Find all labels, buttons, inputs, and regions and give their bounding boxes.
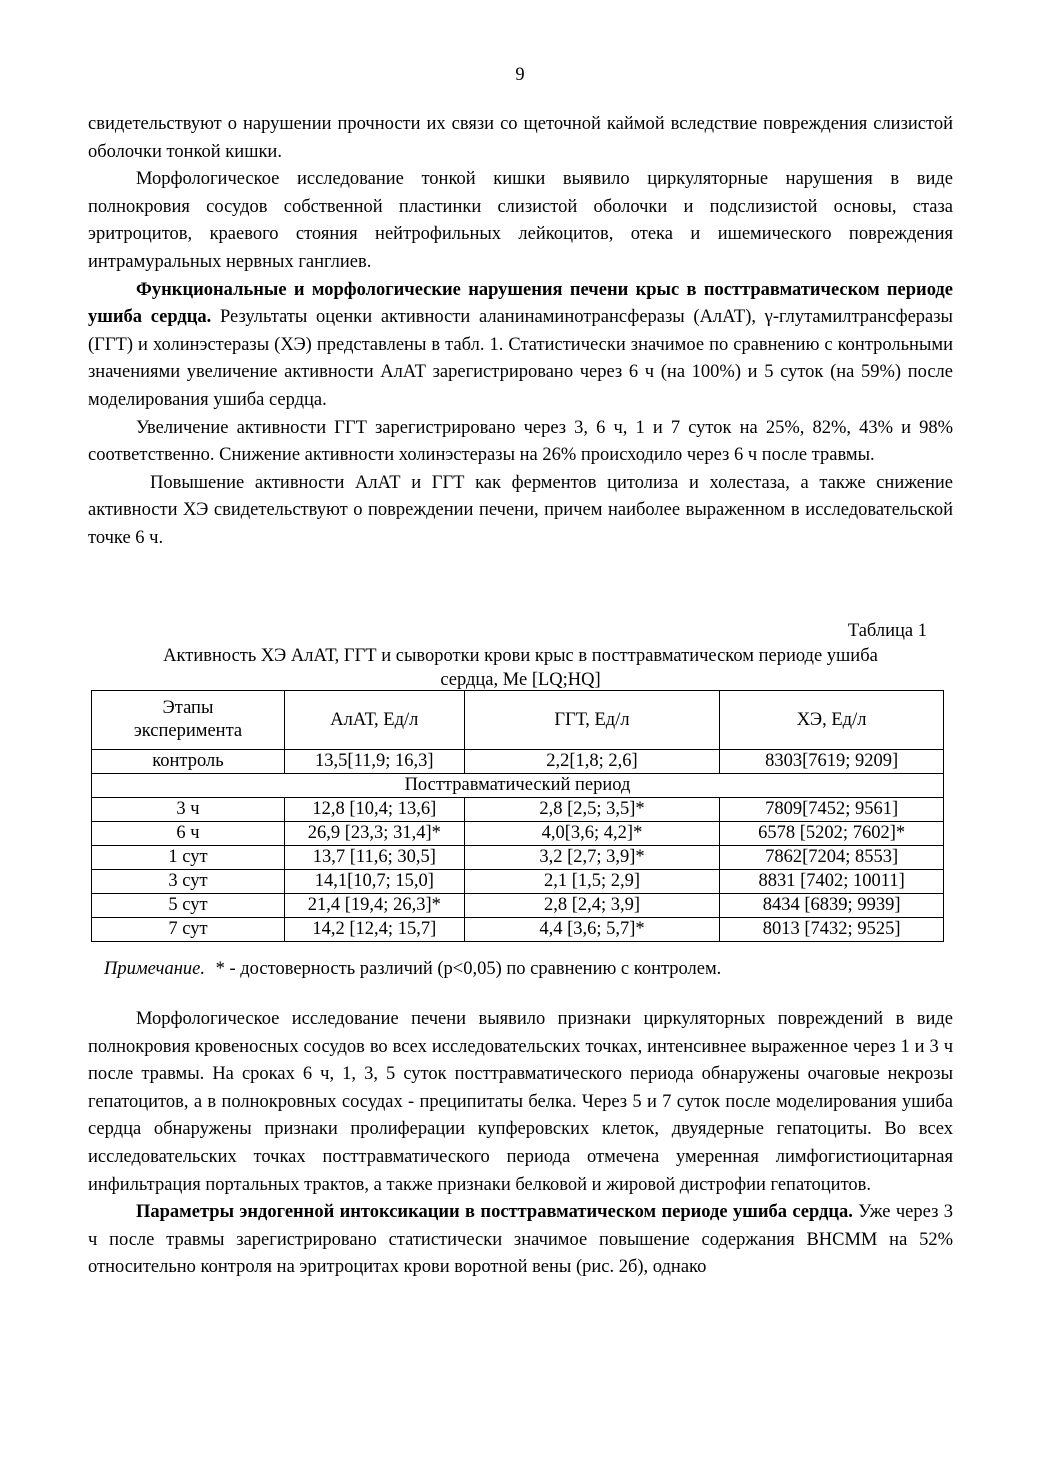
page-number: 9 bbox=[515, 65, 525, 85]
table-cell: 13,5[11,9; 16,3] bbox=[284, 750, 464, 774]
table-cell: 4,4 [3,6; 5,7]* bbox=[464, 918, 720, 942]
table-cell: 6 ч bbox=[92, 822, 285, 846]
table-cell: контроль bbox=[92, 750, 285, 774]
table-row bbox=[92, 894, 944, 918]
table-cell: 2,2[1,8; 2,6] bbox=[464, 750, 720, 774]
paragraph: Увеличение активности ГГТ зарегистрировано через 3, 6 ч, 1 и 7 суток на 25%, 82%, 43% и 98% соответственно. Снижение активности холинэстеразы на 26% происходило через 6 ч после травмы. bbox=[88, 417, 953, 466]
table-cell: 7809[7452; 9561] bbox=[720, 798, 944, 822]
table-cell: 7 сут bbox=[92, 918, 285, 942]
table-cell: 5 сут bbox=[92, 894, 285, 918]
table-cell: 3 ч bbox=[92, 798, 285, 822]
table-cell: 21,4 [19,4; 26,3]* bbox=[284, 894, 464, 918]
table-section-label: Посттравматический период bbox=[92, 774, 944, 798]
paragraph-text: Результаты оценки активности аланинаминотрансферазы (АлАТ), γ-глутамилтрансферазы (ГГТ) и холинэстеразы (ХЭ) представлены в табл. 1. Статистически значимое по сравнению с контрольными значениями увеличение активности АлАТ зарегистрировано через 6 ч (на 100%) и 5 суток (на 59%) после моделирования ушиба сердца. bbox=[88, 307, 953, 410]
table-cell: 14,2 [12,4; 15,7] bbox=[284, 918, 464, 942]
table-cell: 8303[7619; 9209] bbox=[720, 750, 944, 774]
table-row bbox=[92, 798, 944, 822]
section-heading: Параметры эндогенной интоксикации в посттравматическом периоде ушиба сердца. bbox=[136, 1202, 853, 1223]
column-header: АлАТ, Ед/л bbox=[284, 691, 464, 750]
text-block-bottom bbox=[88, 1006, 953, 1282]
table-header-row bbox=[92, 691, 944, 750]
table-cell: 4,0[3,6; 4,2]* bbox=[464, 822, 720, 846]
table-cell: 2,8 [2,4; 3,9] bbox=[464, 894, 720, 918]
table-cell: 8013 [7432; 9525] bbox=[720, 918, 944, 942]
table-cell: 3,2 [2,7; 3,9]* bbox=[464, 846, 720, 870]
table-cell: 14,1[10,7; 15,0] bbox=[284, 870, 464, 894]
paragraph: Морфологическое исследование тонкой кишки выявило циркуляторные нарушения в виде полнокровия сосудов собственной пластинки слизистой оболочки и подслизистой основы, стаза эритроцитов, краевого стояния нейтрофильных лейкоцитов, отека и ишемического повреждения интрамуральных нервных ганглиев. bbox=[88, 169, 953, 272]
table-caption bbox=[88, 618, 953, 692]
paragraph bbox=[88, 277, 953, 415]
table-row bbox=[92, 918, 944, 942]
column-header: Этапы эксперимента bbox=[92, 691, 285, 750]
table-label: Таблица 1 bbox=[847, 621, 927, 641]
paragraph-text: Уже через 3 ч после травмы зарегистрировано статистически значимое повышение содержания ВНСММ на 52% относительно контроля на эритроцитах крови воротной вены (рис. 2б), однако bbox=[88, 1202, 953, 1278]
table-title-line: Активность ХЭ АлАТ, ГГТ и сыворотки крови крыс в посттравматическом периоде ушиба bbox=[163, 646, 878, 666]
column-header: ХЭ, Ед/л bbox=[720, 691, 944, 750]
table-row bbox=[92, 870, 944, 894]
note-text: * - достоверность различий (p<0,05) по сравнению с контролем. bbox=[215, 959, 722, 979]
table-section-row bbox=[92, 774, 944, 798]
table-row bbox=[92, 750, 944, 774]
table-cell: 7862[7204; 8553] bbox=[720, 846, 944, 870]
paragraph bbox=[88, 1199, 953, 1282]
table-row bbox=[92, 822, 944, 846]
table-cell: 2,8 [2,5; 3,5]* bbox=[464, 798, 720, 822]
section-heading: Функциональные и морфологические нарушения печени крыс в посттравматическом периоде ушиба сердца. bbox=[88, 279, 953, 328]
data-table bbox=[91, 690, 944, 942]
table-cell: 26,9 [23,3; 31,4]* bbox=[284, 822, 464, 846]
table-cell: 8434 [6839; 9939] bbox=[720, 894, 944, 918]
table-note bbox=[104, 956, 721, 984]
note-label: Примечание. bbox=[104, 959, 205, 979]
table-cell: 12,8 [10,4; 13,6] bbox=[284, 798, 464, 822]
paragraph: свидетельствуют о нарушении прочности их связи со щеточной каймой вследствие повреждения слизистой оболочки тонкой кишки. bbox=[88, 114, 953, 162]
text-block-top bbox=[88, 111, 953, 553]
paragraph: Повышение активности АлАТ и ГГТ как ферментов цитолиза и холестаза, а также снижение активности ХЭ свидетельствуют о повреждении печени, причем наиболее выраженном в исследовательской точке 6 ч. bbox=[88, 472, 953, 548]
table-cell: 8831 [7402; 10011] bbox=[720, 870, 944, 894]
column-header: ГГТ, Ед/л bbox=[464, 691, 720, 750]
table-cell: 2,1 [1,5; 2,9] bbox=[464, 870, 720, 894]
table-cell: 1 сут bbox=[92, 846, 285, 870]
paragraph: Морфологическое исследование печени выявило признаки циркуляторных повреждений в виде полнокровия кровеносных сосудов во всех исследовательских точках, интенсивнее выраженное через 1 и 3 ч после травмы. На сроках 6 ч, 1, 3, 5 суток посттравматического периода обнаружены очаговые некрозы гепатоцитов, а в полнокровных сосудах - преципитаты белка. Через 5 и 7 суток после моделирования ушиба сердца обнаружены признаки пролиферации купферовских клеток, двуядерные гепатоциты. Во всех исследовательских точках посттравматического периода отмечена умеренная лимфогистиоцитарная инфильтрация портальных трактов, а также признаки белковой и жировой дистрофии гепатоцитов. bbox=[88, 1009, 953, 1195]
table-row bbox=[92, 846, 944, 870]
table-cell: 3 сут bbox=[92, 870, 285, 894]
table-cell: 6578 [5202; 7602]* bbox=[720, 822, 944, 846]
table-cell: 13,7 [11,6; 30,5] bbox=[284, 846, 464, 870]
table-title-line: сердца, Ме [LQ;HQ] bbox=[440, 670, 601, 690]
